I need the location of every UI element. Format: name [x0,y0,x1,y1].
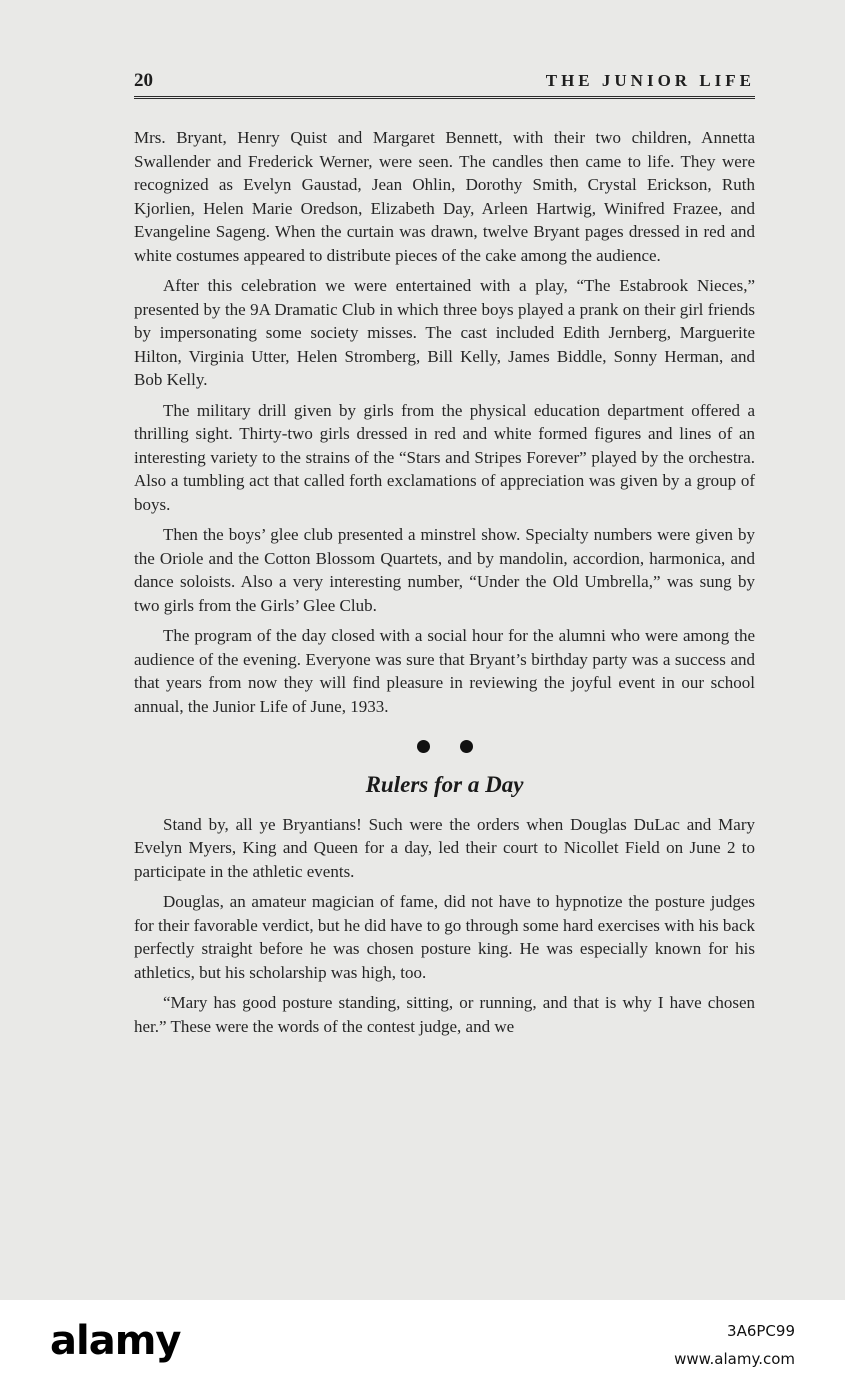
header-rule [134,96,755,99]
running-title: THE JUNIOR LIFE [545,71,755,90]
brand-logo: alamy [50,1318,181,1364]
site-url: www.alamy.com [674,1350,795,1368]
page-header [134,70,755,96]
paragraph: Stand by, all ye Bryantians! Such were the orders when Douglas DuLac and Mary Evelyn Myers, King and Queen for a day, led their court to Nicollet Field on June 2 to participate in the athletic events. [134,814,755,881]
paragraph: After this celebration we were entertained with a play, “The Estabrook Nieces,” presented by the 9A Dramatic Club in which three boys played a prank on their girl friends by impersonating some society misses. The cast included Edith Jernberg, Marguerite Hilton, Virginia Utter, Helen Stromberg, Bill Kelly, James Biddle, Sonny Herman, and Bob Kelly. [134,276,755,389]
image-id: 3A6PC99 [727,1322,795,1340]
paragraph: Then the boys’ glee club presented a minstrel show. Specialty numbers were given by the Oriole and the Cotton Blossom Quartets, and by mandolin, accordion, harmonica, and dance soloists. Also a very interesting number, “Under the Old Umbrella,” was sung by two girls from the Girls’ Glee Club. [134,525,755,615]
paragraph: The military drill given by girls from the physical education department offered a thrilling sight. Thirty-two girls dressed in red and white formed figures and lines of an interesting variety to the strains of the “Stars and Stripes Forever” played by the orchestra. Also a tumbling act that called forth exclamations of appreciation was given by a group of boys. [134,400,755,514]
section-break-ornament [134,740,755,753]
section-heading: Rulers for a Day [365,772,524,797]
bullet-dot-icon [460,740,473,753]
bullet-dot-icon [417,740,430,753]
paragraph: Douglas, an amateur magician of fame, did not have to hypnotize the posture judges for their favorable verdict, but he did have to go through some hard exercises with his back perfectly straight before he was chosen posture king. He was especially known for his athletics, but his scholarship was high, too. [134,892,755,982]
paragraph: The program of the day closed with a social hour for the alumni who were among the audience of the evening. Everyone was sure that Bryant’s birthday party was a success and that years from now they will find pleasure in reviewing the joyful event in our school annual, the Junior Life of June, 1933. [134,626,755,716]
page-number: 20 [134,70,153,91]
article-body [134,126,755,1045]
paragraph: “Mary has good posture standing, sitting, or running, and that is why I have chosen her.” These were the words of the contest judge, and we [134,993,755,1036]
paragraph: Mrs. Bryant, Henry Quist and Margaret Bennett, with their two children, Annetta Swallender and Frederick Werner, were seen. The candles then came to life. They were recognized as Evelyn Gaustad, Jean Ohlin, Dorothy Smith, Crystal Erickson, Ruth Kjorlien, Helen Marie Oredson, Elizabeth Day, Arleen Hartwig, Winifred Frazee, and Evangeline Sageng. When the curtain was drawn, twelve Bryant pages dressed in red and white costumes appeared to distribute pieces of the cake among the audience. [134,128,755,265]
